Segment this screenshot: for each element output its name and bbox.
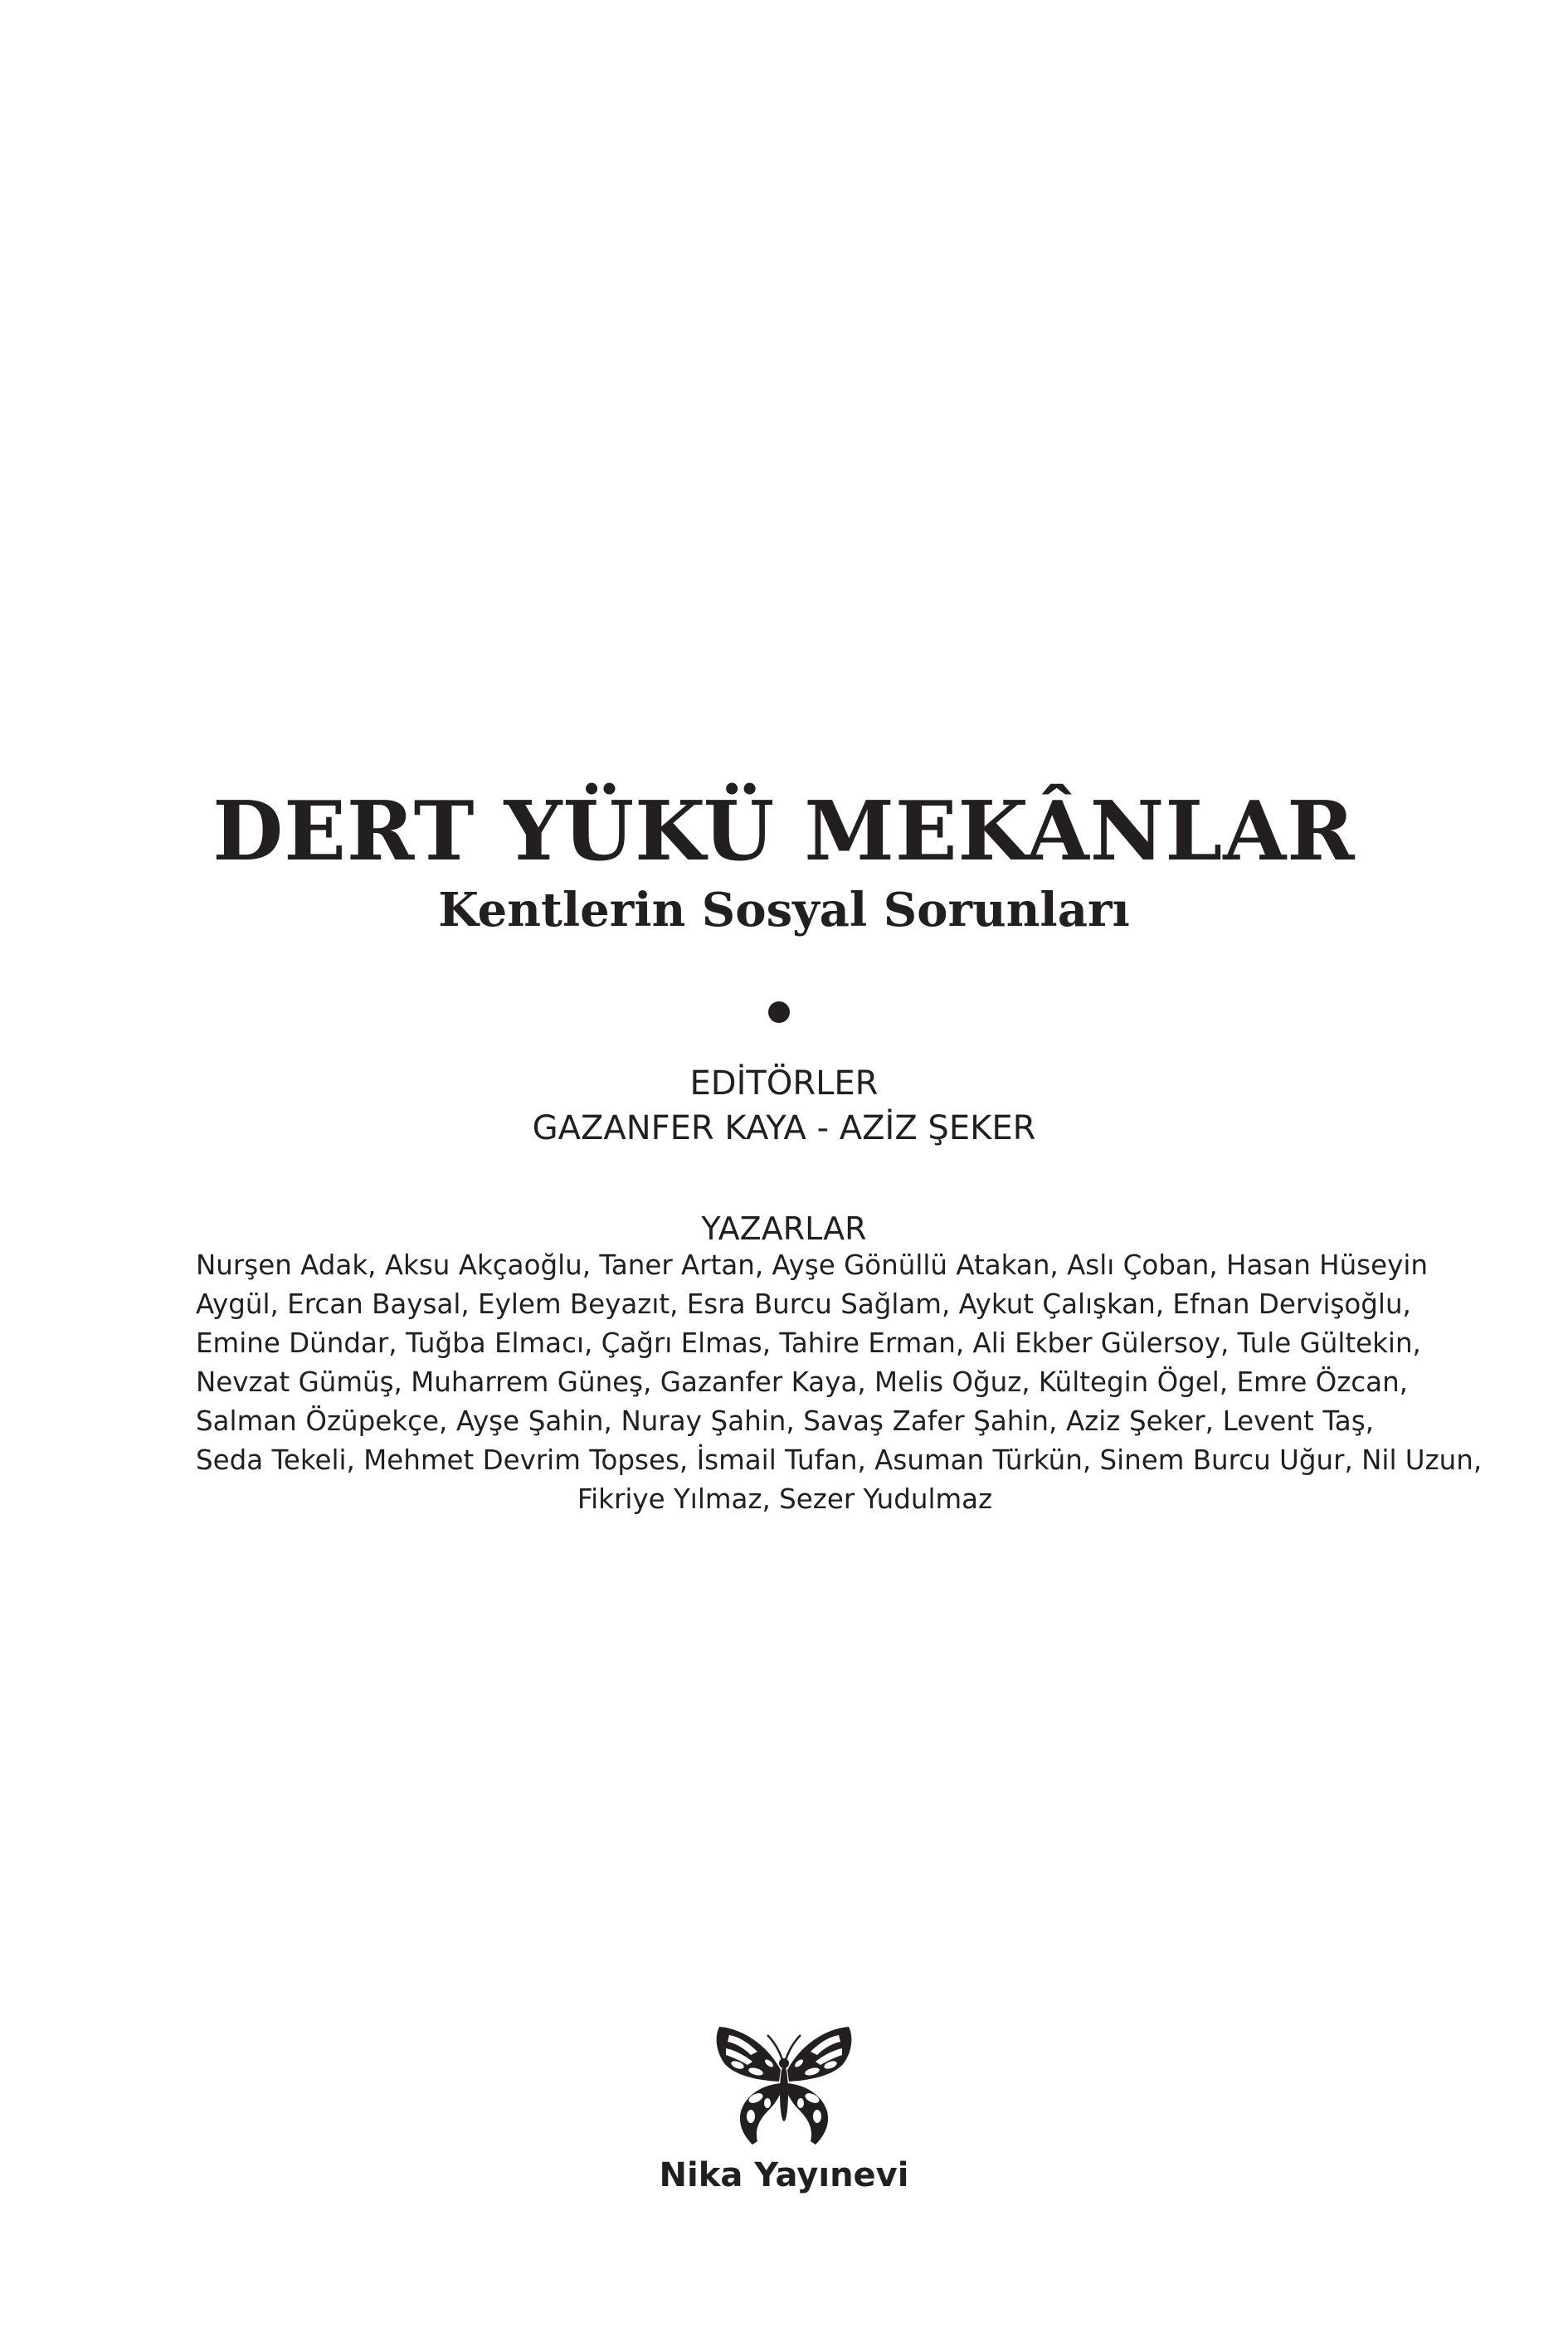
authors-line: Salman Özüpekçe, Ayşe Şahin, Nuray Şahin, Savaş Zafer Şahin, Aziz Şeker, Levent Taş, <box>196 1405 1374 1437</box>
authors-line: Nurşen Adak, Aksu Akçaoğlu, Taner Artan, Ayşe Gönüllü Atakan, Aslı Çoban, Hasan Hüseyin <box>196 1249 1428 1281</box>
publisher-name: Nika Yayınevi <box>659 2156 909 2194</box>
butterfly-icon <box>709 2012 859 2161</box>
editors-names: GAZANFER KAYA - AZİZ ŞEKER <box>532 1109 1036 1147</box>
authors-line: Seda Tekeli, Mehmet Devrim Topses, İsmail Tufan, Asuman Türkün, Sinem Burcu Uğur, Nil Uzun, <box>196 1444 1483 1476</box>
book-subtitle: Kentlerin Sosyal Sorunları <box>438 883 1130 937</box>
editors-heading: EDİTÖRLER <box>689 1064 879 1103</box>
authors-line: Fikriye Yılmaz, Sezer Yudulmaz <box>577 1483 993 1515</box>
authors-line: Aygül, Ercan Baysal, Eylem Beyazıt, Esra Burcu Sağlam, Aykut Çalışkan, Efnan Dervişoğlu, <box>196 1288 1411 1320</box>
authors-line: Nevzat Gümüş, Muharrem Güneş, Gazanfer Kaya, Melis Oğuz, Kültegin Ögel, Emre Özcan, <box>196 1366 1408 1398</box>
book-title: DERT YÜKÜ MEKÂNLAR <box>212 784 1356 879</box>
authors-line: Emine Dündar, Tuğba Elmacı, Çağrı Elmas, Tahire Erman, Ali Ekber Gülersoy, Tule Gültekin, <box>196 1327 1421 1359</box>
authors-heading: YAZARLAR <box>701 1210 867 1247</box>
authors-list <box>196 1246 1483 1519</box>
separator-dot <box>768 1001 790 1023</box>
